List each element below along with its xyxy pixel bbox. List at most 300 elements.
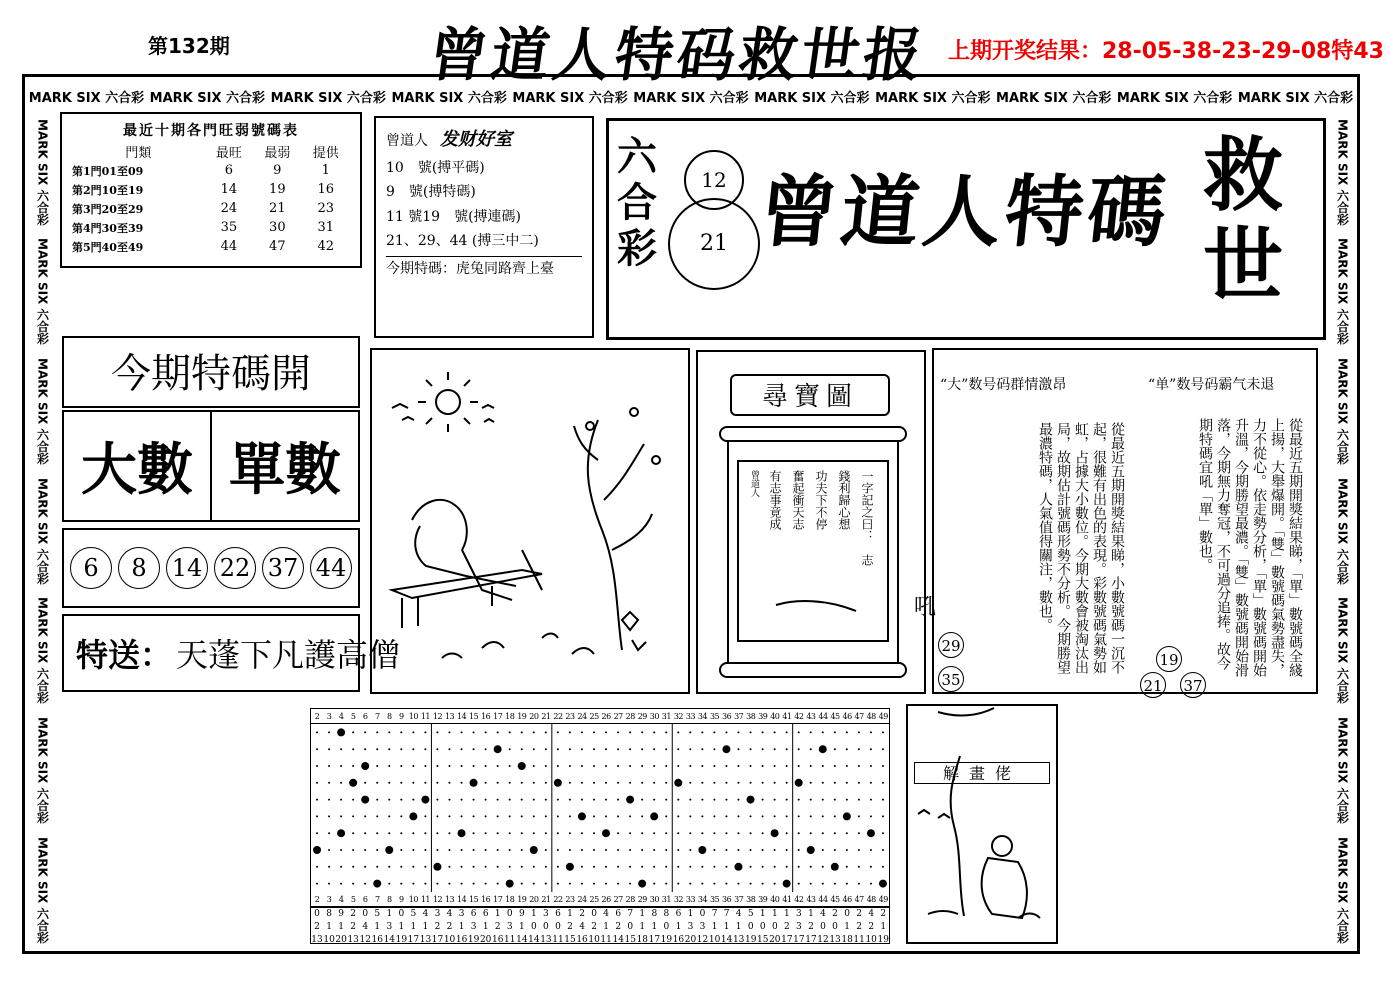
grid-dot: [328, 799, 330, 801]
grid-dot: [737, 731, 739, 733]
grid-dot: [593, 883, 595, 885]
grid-dot: [762, 748, 764, 750]
grid-dot: [509, 866, 511, 868]
grid-dot: [412, 731, 414, 733]
grid-dot: [846, 849, 848, 851]
grid-dot: [798, 832, 800, 834]
grid-dot: [593, 832, 595, 834]
grid-col-number: 30: [649, 711, 659, 721]
grid-dot: [870, 849, 872, 851]
grid-col-number: 25: [589, 711, 599, 721]
grid-hit-dot: [554, 779, 562, 787]
number-ball: 14: [166, 547, 208, 589]
grid-foot-value: 1: [735, 922, 742, 932]
grid-dot: [485, 799, 487, 801]
grid-dot: [545, 849, 547, 851]
grid-foot-value: 16: [371, 935, 383, 945]
grid-dot: [870, 765, 872, 767]
grid-foot-value: 2: [868, 922, 875, 932]
grid-dot: [689, 849, 691, 851]
big-number-label: 大數: [64, 412, 212, 520]
grid-dot: [569, 883, 571, 885]
grid-dot: [665, 765, 667, 767]
grid-dot: [448, 782, 450, 784]
headline-odd: “单”数号码霸气未退: [1148, 377, 1275, 393]
grid-dot: [316, 883, 318, 885]
grid-hit-dot: [867, 829, 875, 837]
grid-col-number: 17: [493, 894, 503, 904]
grid-dot: [677, 832, 679, 834]
grid-foot-value: 15: [564, 935, 576, 945]
grid-dot: [834, 748, 836, 750]
grid-dot: [424, 782, 426, 784]
grid-dot: [822, 832, 824, 834]
analysis-ball: 19: [1156, 646, 1182, 672]
grid-foot-value: 8: [326, 909, 332, 919]
band-logo: MARK SIX 六合彩: [391, 90, 507, 106]
grid-dot: [605, 765, 607, 767]
caption-panel: [906, 704, 1058, 944]
grid-foot-value: 5: [374, 909, 381, 919]
grid-foot-value: 1: [567, 909, 573, 919]
grid-foot-value: 14: [383, 935, 396, 945]
grid-col-number: 21: [541, 894, 551, 904]
cell: 14: [220, 182, 238, 197]
grid-dot: [762, 799, 764, 801]
top-band: [26, 82, 1356, 110]
grid-dot: [533, 731, 535, 733]
cell: 第2門10至19: [72, 183, 144, 197]
grid-foot-value: 12: [696, 935, 709, 945]
grid-dot: [750, 866, 752, 868]
grid-dot: [713, 883, 715, 885]
grid-header-repeat: [311, 892, 889, 907]
grid-dot: [846, 748, 848, 750]
grid-dot: [822, 883, 824, 885]
grid-dot: [581, 799, 583, 801]
grid-dot: [617, 815, 619, 817]
grid-dot: [737, 849, 739, 851]
grid-dot: [617, 748, 619, 750]
gourd-bottom-number: 21: [668, 198, 760, 290]
special-label: 今期特碼：: [386, 260, 456, 277]
grid-foot-value: 2: [567, 922, 573, 932]
grid-foot-value: 1: [783, 909, 790, 919]
grid-dot: [617, 782, 619, 784]
grid-foot-value: 1: [482, 922, 489, 932]
grid-col-number: 14: [456, 894, 467, 904]
grid-foot-value: 9: [338, 909, 344, 919]
grid-dot: [593, 782, 595, 784]
grid-foot-value: 2: [880, 909, 887, 919]
grid-hit-dot: [795, 779, 803, 787]
grid-col-number: 5: [350, 711, 356, 721]
grid-foot-value: 1: [338, 922, 344, 932]
hou-char: 吼: [914, 595, 937, 620]
grid-dot: [328, 748, 330, 750]
grid-dot: [376, 849, 378, 851]
grid-foot-value: 4: [820, 909, 826, 919]
grid-dot: [713, 815, 715, 817]
grid-foot-value: 9: [518, 909, 525, 919]
grid-dot: [858, 815, 860, 817]
grid-dot: [810, 815, 812, 817]
grid-dot: [701, 799, 703, 801]
grid-dot: [400, 748, 402, 750]
grid-dot: [617, 799, 619, 801]
grid-col-number: 43: [806, 894, 816, 904]
grid-dot: [786, 815, 788, 817]
grid-foot-value: 13: [311, 935, 323, 945]
grid-foot-value: 0: [699, 909, 706, 919]
grid-col-number: 23: [565, 894, 575, 904]
grid-dot: [774, 883, 776, 885]
grid-dot: [497, 731, 499, 733]
grid-col-number: 24: [577, 894, 587, 904]
grid-header: [311, 709, 889, 724]
caption-title: 解畫佬: [914, 762, 1050, 784]
grid-col-number: 11: [420, 894, 431, 904]
grid-dot: [364, 832, 366, 834]
band-logo: MARK SIX 六合彩: [149, 90, 266, 106]
gift-label: 特送：: [76, 636, 173, 674]
grid-foot-value: 1: [603, 922, 610, 932]
grid-dot: [870, 782, 872, 784]
grid-hit-dot: [819, 745, 827, 753]
grid-dot: [810, 748, 812, 750]
grid-dot: [569, 815, 571, 817]
grid-dot: [581, 883, 583, 885]
grid-dot: [376, 815, 378, 817]
band-logo: MARK SIX 六合彩: [512, 90, 628, 106]
grid-foot-value: 12: [817, 935, 829, 945]
grid-foot-value: 10: [323, 935, 335, 945]
grid-dot: [689, 883, 691, 885]
grid-dot: [448, 748, 450, 750]
grid-dot: [412, 748, 414, 750]
grid-foot-value: 14: [612, 935, 624, 945]
grid-dot: [858, 765, 860, 767]
grid-foot-value: 19: [660, 935, 673, 945]
grid-col-number: 40: [770, 894, 780, 904]
grid-dot: [822, 765, 824, 767]
grid-foot-value: 0: [627, 922, 634, 932]
grid-col-number: 26: [601, 894, 611, 904]
grid-dot: [521, 815, 523, 817]
grid-foot-value: 1: [639, 922, 646, 932]
grid-col-number: 37: [734, 894, 744, 904]
grid-dot: [473, 731, 475, 733]
grid-dot: [412, 849, 414, 851]
grid-foot-value: 2: [856, 922, 862, 932]
poem-line: 功夫下不停: [814, 470, 828, 530]
grid-dot: [665, 731, 667, 733]
grid-foot-value: 15: [757, 935, 769, 945]
band-logo: MARK SIX 六合彩: [28, 90, 145, 106]
grid-hit-dot: [698, 846, 706, 854]
grid-dot: [400, 883, 402, 885]
grid-foot-value: 20: [479, 935, 492, 945]
grid-foot-value: 1: [844, 922, 850, 932]
grid-foot-value: 1: [398, 922, 405, 932]
fortune-title: 发财好室: [440, 129, 512, 150]
grid-foot-value: 2: [579, 909, 585, 919]
grid-dot: [858, 849, 860, 851]
grid-dot: [834, 815, 836, 817]
grid-foot-value: 6: [470, 909, 477, 919]
grid-dot: [328, 866, 330, 868]
grid-dot: [653, 765, 655, 767]
grid-dot: [774, 765, 776, 767]
grid-foot-value: 18: [841, 935, 853, 945]
cell: 第4門30至39: [72, 221, 144, 235]
sitting-man-drawing: [908, 706, 1056, 942]
grid-dot: [485, 765, 487, 767]
grid-dot: [569, 799, 571, 801]
grid-col-number: 12: [432, 894, 443, 904]
grid-dot: [497, 832, 499, 834]
grid-dot: [629, 731, 631, 733]
grid-col-number: 41: [782, 894, 792, 904]
grid-hit-dot: [674, 779, 682, 787]
grid-dot: [521, 849, 523, 851]
grid-dot: [629, 765, 631, 767]
gourd-top-number: 12: [684, 150, 744, 210]
grid-dot: [388, 748, 390, 750]
grid-foot-value: 1: [422, 922, 429, 932]
cell: 第3門20至29: [72, 202, 144, 216]
grid-foot-value: 2: [350, 909, 357, 919]
grid-dot: [545, 832, 547, 834]
grid-foot-value: 16: [492, 935, 504, 945]
col-header: 提供: [312, 146, 339, 161]
col-header: 門類: [125, 146, 152, 161]
grid-dot: [605, 748, 607, 750]
grid-dot: [485, 883, 487, 885]
grid-dot: [786, 866, 788, 868]
grid-foot-value: 2: [615, 922, 622, 932]
grid-foot-value: 2: [350, 922, 357, 932]
grid-dot: [882, 748, 884, 750]
grid-dot: [858, 832, 860, 834]
number-balls: [62, 528, 360, 608]
grid-foot-value: 0: [820, 922, 826, 932]
grid-dot: [725, 731, 727, 733]
grid-dot: [786, 782, 788, 784]
grid-dot: [846, 799, 848, 801]
grid-dot: [436, 832, 438, 834]
grid-dot: [581, 765, 583, 767]
grid-dot: [713, 782, 715, 784]
grid-dot: [605, 799, 607, 801]
grid-dot: [461, 883, 463, 885]
col-header: 最旺: [215, 146, 242, 161]
grid-dot: [810, 866, 812, 868]
grid-hit-dot: [566, 863, 574, 871]
grid-dot: [412, 866, 414, 868]
grid-dot: [316, 765, 318, 767]
grid-dot: [473, 799, 475, 801]
grid-dot: [689, 799, 691, 801]
grid-hit-dot: [879, 880, 887, 888]
grid-dot: [533, 748, 535, 750]
grid-dot: [461, 765, 463, 767]
grid-dot: [376, 731, 378, 733]
grid-foot-value: 1: [759, 909, 766, 919]
grid-dot: [352, 748, 354, 750]
grid-dot: [412, 832, 414, 834]
grid-dot: [424, 731, 426, 733]
grid-foot-value: 19: [877, 935, 889, 945]
grid-dot: [424, 765, 426, 767]
grid-hit-dot: [602, 829, 610, 837]
grid-col-number: 31: [661, 711, 671, 721]
grid-dot: [822, 782, 824, 784]
grid-dot: [834, 731, 836, 733]
grid-col-number: 48: [866, 711, 876, 721]
grid-dot: [689, 832, 691, 834]
grid-dot: [364, 883, 366, 885]
grid-dot: [786, 832, 788, 834]
grid-dot: [509, 849, 511, 851]
grid-dot: [557, 731, 559, 733]
grid-foot-value: 14: [720, 935, 733, 945]
grid-foot-value: 2: [832, 909, 838, 919]
left-band: [30, 112, 56, 950]
grid-dot: [665, 782, 667, 784]
grid-dot: [822, 815, 824, 817]
grid-dot: [533, 866, 535, 868]
grid-col-number: 13: [444, 894, 455, 904]
grid-dot: [461, 815, 463, 817]
grid-dot: [665, 799, 667, 801]
grid-col-number: 39: [758, 894, 768, 904]
grid-dot: [641, 815, 643, 817]
grid-dot: [713, 832, 715, 834]
grid-col-number: 9: [399, 894, 404, 904]
grid-dot: [810, 799, 812, 801]
grid-col-number: 34: [697, 894, 708, 904]
band-logo: MARK SIX 六合彩: [1335, 597, 1350, 704]
grid-dot: [328, 883, 330, 885]
grid-foot-value: 17: [781, 935, 793, 945]
grid-dot: [545, 883, 547, 885]
grid-dot: [653, 748, 655, 750]
grid-dot: [497, 883, 499, 885]
grid-dot: [340, 866, 342, 868]
cell: 1: [321, 163, 330, 178]
grid-col-number: 42: [794, 711, 804, 721]
grid-dot: [461, 748, 463, 750]
grid-dot: [569, 748, 571, 750]
grid-col-number: 47: [854, 711, 864, 721]
grid-dot: [713, 799, 715, 801]
grid-dot: [701, 815, 703, 817]
grid-dot: [533, 782, 535, 784]
grid-dot: [750, 765, 752, 767]
grid-dot: [798, 866, 800, 868]
grid-foot-value: 6: [615, 909, 622, 919]
grid-dot: [461, 782, 463, 784]
grid-dot: [786, 765, 788, 767]
grid-hit-dot: [747, 796, 755, 804]
grid-foot-value: 3: [687, 922, 694, 932]
fortune-line: 21、29、44 (搏三中二): [386, 233, 539, 249]
grid-dot: [328, 731, 330, 733]
grid-dot: [569, 782, 571, 784]
grid-dot: [473, 815, 475, 817]
masthead-title: 曾道人特码救世报: [424, 21, 931, 89]
grid-dot: [581, 782, 583, 784]
grid-dot: [870, 815, 872, 817]
grid-dot: [834, 883, 836, 885]
grid-dot: [521, 832, 523, 834]
grid-dot: [557, 799, 559, 801]
grid-col-number: 7: [374, 711, 380, 721]
grid-hit-dot: [734, 863, 742, 871]
grid-dot: [725, 799, 727, 801]
grid-foot-value: 3: [506, 922, 513, 932]
grid-dot: [798, 815, 800, 817]
banner-title-right: 救世: [1203, 128, 1283, 312]
grid-dot: [750, 782, 752, 784]
grid-dot: [436, 849, 438, 851]
grid-hit-dot: [578, 812, 586, 820]
grid-foot-value: 0: [314, 909, 320, 919]
cell: 42: [317, 239, 335, 254]
grid-dot: [448, 849, 450, 851]
grid-dot: [822, 731, 824, 733]
grid-col-number: 15: [469, 894, 479, 904]
band-logo: MARK SIX 六合彩: [754, 90, 870, 106]
grid-dot: [798, 765, 800, 767]
grid-col-number: 38: [746, 894, 756, 904]
grid-foot-value: 0: [832, 922, 838, 932]
grid-dot: [774, 815, 776, 817]
grid-dot: [521, 799, 523, 801]
cell: 24: [220, 201, 238, 216]
grid-dot: [701, 883, 703, 885]
poem-line: 奮起衝天志: [791, 470, 805, 530]
grid-dot: [677, 883, 679, 885]
grid-dot: [388, 765, 390, 767]
grid-dot: [581, 849, 583, 851]
grid-foot-value: 1: [458, 922, 465, 932]
grid-dot: [750, 849, 752, 851]
grid-dot: [882, 799, 884, 801]
gift-box: [62, 614, 401, 692]
poem-line: 錢利歸心想: [837, 470, 851, 530]
grid-col-number: 44: [818, 711, 828, 721]
grid-dot: [376, 866, 378, 868]
grid-dot: [316, 866, 318, 868]
grid-footer: [311, 907, 889, 947]
grid-dot: [605, 849, 607, 851]
cell: 19: [269, 182, 286, 197]
grid-dot: [461, 731, 463, 733]
grid-dot: [882, 782, 884, 784]
grid-dot: [737, 832, 739, 834]
grid-foot-value: 6: [555, 909, 561, 919]
grid-dot: [400, 782, 402, 784]
grid-col-number: 34: [697, 711, 708, 721]
grid-dot: [533, 799, 535, 801]
grid-dot: [424, 748, 426, 750]
grid-hit-dot: [409, 812, 417, 820]
grid-col-number: 2: [314, 894, 320, 904]
grid-dot: [810, 832, 812, 834]
grid-dot: [436, 815, 438, 817]
